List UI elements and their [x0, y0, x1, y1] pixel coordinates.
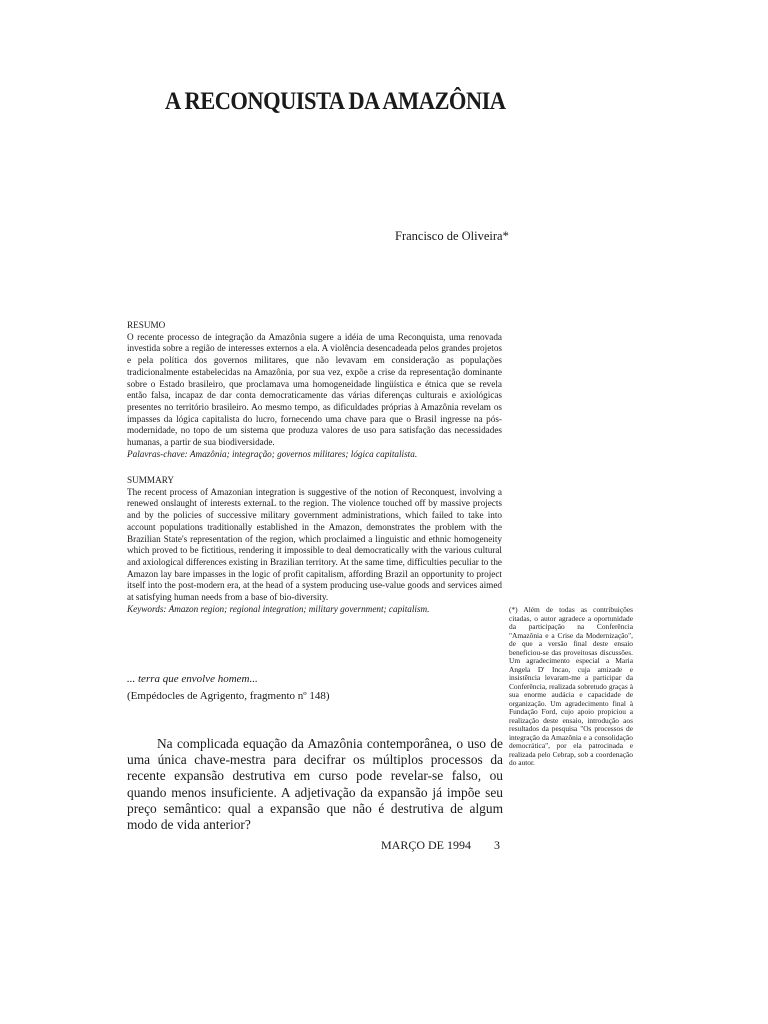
resumo-heading: RESUMO — [127, 320, 166, 330]
summary-heading: SUMMARY — [127, 475, 174, 485]
body-paragraph-text: Na complicada equação da Amazônia contemporânea, o uso de uma única chave-mestra para decifrar os múltiplos processos da recente expansão destrutiva em curso pode revelar-se falso, ou quando menos insuficiente. A adjetivação da expansão já impõe seu preço semântico: qual a expansão que não é destrutiva de algum modo de vida anterior? — [127, 736, 503, 833]
epigraph-quote: ... terra que envolve homem... — [127, 673, 258, 685]
body-paragraph — [127, 736, 503, 833]
article-title: A RECONQUISTA DA AMAZÔNIA — [165, 88, 506, 115]
author-name: Francisco de Oliveira* — [395, 229, 509, 243]
summary-text: The recent process of Amazonian integration is suggestive of the notion of Reconquest, involving a renewed onslaught of interests externaL to the region. The violence touched off by massive projects and by the policies of successive military government administrations, which failed to take into account populations traditionally established in the Amazon, demonstrates the problem with the Brazilian State's representation of the region, which proclaimed a linguistic and ethnic homogeneity which proved to be fictitious, rendering it impossible to deal democratically with the various cultural and axiological differences existing in Brazilian territory. At the same time, difficulties peculiar to the Amazon lay bare impasses in the logic of profit capitalism, affording Brazil an opportunity to project itself into the post-modern era, at the head of a system producing use-value goods and services aimed at satisfying human needs from a base of bio-diversity. — [127, 486, 502, 603]
resumo-section — [127, 320, 502, 460]
epigraph-source: (Empédocles de Agrigento, fragmento nº 148) — [127, 690, 330, 702]
resumo-keywords: Palavras-chave: Amazônia; integração; governos militares; lógica capitalista. — [127, 448, 418, 459]
summary-keywords: Keywords: Amazon region; regional integration; military government; capitalism. — [127, 603, 430, 614]
page-number: 3 — [494, 838, 500, 852]
summary-section — [127, 475, 502, 615]
footer-date: MARÇO DE 1994 — [381, 838, 472, 852]
resumo-text: O recente processo de integração da Amazônia sugere a idéia de uma Reconquista, uma renovada investida sobre a região de interesses externos a ela. A violência desencadeada pelos grandes projetos e pela política dos governos militares, que não levavam em consideração as populações tradicionalmente estabelecidas na Amazônia, por sua vez, expõe a crise da representação dominante sobre o Estado brasileiro, que proclamava uma homogeneidade lingüística e étnica que se revela então falsa, incapaz de dar conta democraticamente das várias diferenças culturais e axiológicas presentes no território brasileiro. Ao mesmo tempo, as dificuldades próprias à Amazônia revelam os impasses da lógica capitalista do lucro, fornecendo uma chave para que o Brasil ingresse na pós-modernidade, no topo de um sistema que produza valores de uso para satisfação das necessidades humanas, a partir de sua biodiversidade. — [127, 331, 502, 448]
footnote: (*) Além de todas as contribuições citadas, o autor agradece a oportunidade da participação na Conferência "Amazônia e a Crise da Modernização", de que a versão final deste ensaio beneficiou-se das proveitosas discussões. Um agradecimento especial a Maria Angela D' Incao, cuja amizade e insistência levaram-me a participar da Conferência, realizada sobretudo graças à sua enorme audácia e capacidade de organização. Um agradecimento final à Fundação Ford, cujo apoio propiciou a realização deste ensaio, introdução aos resultados da pesquisa "Os processos de integração da Amazônia e a consolidação democrática", por ela patrocinada e realizada pelo Cebrap, sob a coordenação do autor. — [509, 605, 633, 767]
